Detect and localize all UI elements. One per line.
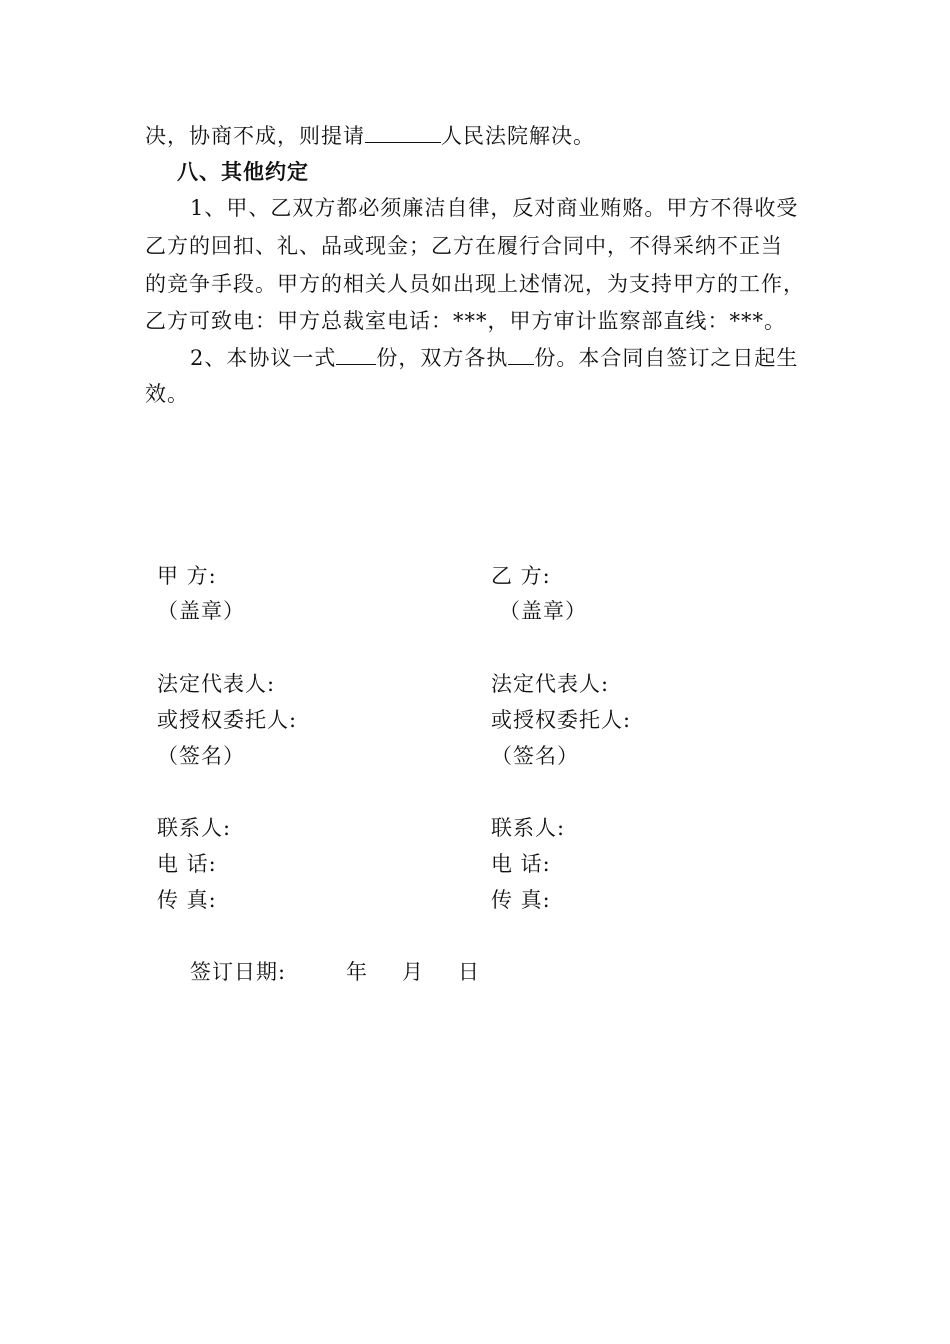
party-a-phone: 电 话: [157,852,217,876]
party-b-rep: 法定代表人: [491,672,610,696]
item1-line3: 的竞争手段。甲方的相关人员如出现上述情况，为支持甲方的工作， [145,272,805,296]
party-b-contact: 联系人: [491,816,566,840]
copies-total-blank[interactable] [336,342,376,365]
party-a-contact: 联系人: [157,816,232,840]
dispute-clause-line [145,118,595,154]
party-a-auth: 或授权委托人: [157,708,298,732]
party-a-sign: （签名） [157,744,245,768]
dispute-text-b: 人民法院解决。 [441,124,595,148]
party-b-phone: 电 话: [491,852,551,876]
item1-line4: 乙方可致电：甲方总裁室电话：***，甲方审计监察部直线：***。 [145,309,786,333]
item2-line2: 效。 [145,382,189,406]
party-a-seal: （盖章） [157,599,245,623]
court-blank[interactable] [365,120,441,143]
signing-date-label: 签订日期: [190,960,287,984]
signing-month: 月 [402,960,423,984]
party-b-auth: 或授权委托人: [491,708,632,732]
dispute-text-a: 决，协商不成，则提请 [145,124,365,148]
item1-line2: 乙方的回扣、礼、品或现金；乙方在履行合同中，不得采纳不正当 [145,234,783,258]
item2-text-b: 份，双方各执 [376,346,509,370]
signing-day: 日 [458,960,479,984]
copies-each-blank[interactable] [508,342,534,365]
item2-text-c: 份。本合同自签订之日起生 [534,346,799,370]
item2-line1 [190,340,798,376]
party-b-seal: （盖章） [499,599,587,623]
party-b-label: 乙 方: [491,564,551,588]
party-b-fax: 传 真: [491,888,551,912]
item1-line1: 1、甲、乙双方都必须廉洁自律，反对商业贿赂。甲方不得收受 [190,196,799,220]
item2-text-a: 2、本协议一式 [190,346,337,370]
party-a-rep: 法定代表人: [157,672,276,696]
party-a-label: 甲 方: [157,564,217,588]
party-a-fax: 传 真: [157,888,217,912]
signing-year: 年 [346,960,367,984]
section-heading-8: 八、其他约定 [177,159,309,184]
party-b-sign: （签名） [491,744,579,768]
